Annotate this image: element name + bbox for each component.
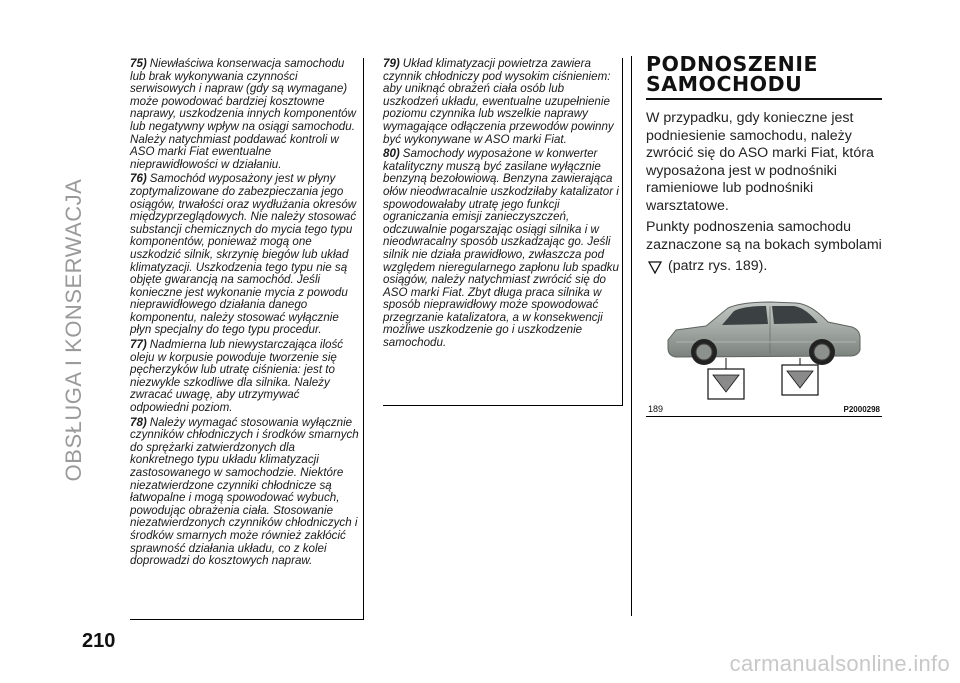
lifting-point-triangle-icon [648, 260, 662, 274]
side-section-title: OBSŁUGA I KONSERWACJA [61, 178, 86, 482]
figure-reference: (patrz rys. 189). [668, 258, 768, 274]
page-number: 210 [82, 630, 116, 652]
note-75 [130, 58, 361, 171]
note-text: Układ klimatyzacji powietrza zawiera czynnik chłodniczy pod wysokim ciśnieniem: aby uniknąć obrażeń ciała osób lub uszkodzeń układu, ewentualne uzupełnienie poziomu czynnika lub wszelkie naprawy wymagające odłączenia przewodów powinny być wykonywane w ASO marki Fiat. [383, 57, 614, 146]
note-80 [383, 148, 619, 350]
section-heading-line2: SAMOCHODU [646, 72, 803, 96]
note-text: Należy wymagać stosowania wyłącznie czynników chłodniczych i środków smarnych do sprężarki zatwierdzonych dla konkretnego typu układu klimatyzacji zastosowanego w samochodzie. Niektóre niezatwierdzone czynniki chłodnicze są łatwopalne i mogą spowodować wybuch, powodując obrażenia ciała. Stosowanie niezatwierdzonych czynników chłodniczych i środków smarnych może również zakłócić sprawność działania układu, co z kolei doprowadzi do kosztowych napraw. [130, 415, 359, 568]
lifting-point-marker-front [708, 358, 744, 399]
note-76 [130, 173, 361, 337]
note-text: Samochód wyposażony jest w płyny zoptymalizowane do zabezpieczania jego osiągów, trwałości oraz wydłużania okresów międzyprzeglądowych. Nie należy stosować substancji chemicznych do mycia tego typu komponentów, ponieważ mogą one uszkodzić silnik, skrzynię biegów lub układ klimatyzacji. Uszkodzenia tego typu nie są objęte gwarancją na samochód. Jeśli konieczne jest wykonanie mycia z powodu nieprawidłowego działania danego komponentu, należy stosować wyłącznie płyn specjalny do tego typu procedur. [130, 172, 357, 337]
notes-column-left [130, 58, 364, 620]
notes-column-middle [383, 58, 623, 406]
note-number: 78) [130, 415, 147, 429]
section-heading-line1: PODNOSZENIE [646, 52, 818, 76]
lifting-point-marker-rear [782, 358, 818, 395]
note-number: 77) [130, 338, 147, 352]
note-77 [130, 339, 361, 415]
note-text: Nadmierna lub niewystarczająca ilość oleju w korpusie powoduje tworzenie się pęcherzyków lub utratę ciśnienia: jest to niezwykle szkodliwe dla silnika. Należy zwracać uwagę, aby utrzymywać odpowiedni poziom. [130, 338, 344, 415]
figure-code: P2000298 [843, 405, 880, 414]
column-divider [631, 56, 632, 616]
symbol-reference [646, 258, 882, 276]
note-number: 75) [130, 57, 147, 70]
section-heading [646, 54, 882, 100]
paragraph-intro: W przypadku, gdy konieczne jest podniesienie samochodu, należy zwrócić się do ASO marki Fiat, która wyposażona jest w podnośniki ramieniowe lub podnośniki warsztatowe. [646, 110, 874, 214]
note-number: 76) [130, 172, 147, 186]
note-text: Samochody wyposażone w konwerter katalityczny muszą być zasilane wyłącznie benzyną bezołowiową. Benzyna zawierająca ołów nieodwracalnie uszkodziłaby katalizator i spowodowałaby utratę jego funkcji ograniczania emisji zanieczyszczeń, odczuwalnie pogarszając osiągi silnika i w nieodwracalny sposób uszkadzając go. Jeśli silnik nie działa prawidłowo, zwłaszcza pod względem nieregularnego zapłonu lub spadku osiągów, należy natychmiast zwrócić się do ASO marki Fiat. Zbyt długa praca silnika w sposób nieprawidłowy może spowodować przegrzanie katalizatora, a w konsekwencji możliwe uszkodzenie go i uszkodzenie samochodu. [383, 147, 619, 350]
note-78 [130, 417, 361, 568]
car-side-view [668, 302, 860, 365]
note-number: 80) [383, 147, 400, 161]
figure-189 [646, 292, 882, 417]
figure-number: 189 [648, 404, 664, 414]
note-text: Niewłaściwa konserwacja samochodu lub brak wykonywania czynności serwisowych i napraw (gdy są wymagane) może powodować bardziej kosztowne naprawy, uszkodzenia innych komponentów lub negatywny wpływ na osiągi samochodu. Należy natychmiast poddawać kontroli w ASO marki Fiat ewentualne nieprawidłowości w działaniu. [130, 57, 356, 171]
section-body [646, 110, 882, 276]
section-lifting [646, 54, 882, 276]
paragraph-lift-points: Punkty podnoszenia samochodu zaznaczone są na bokach symbolami [646, 219, 882, 253]
note-number: 79) [383, 57, 400, 70]
car-lift-points-illustration [646, 292, 882, 402]
watermark: carmanualsonline.info [729, 651, 950, 676]
note-79 [383, 58, 619, 146]
